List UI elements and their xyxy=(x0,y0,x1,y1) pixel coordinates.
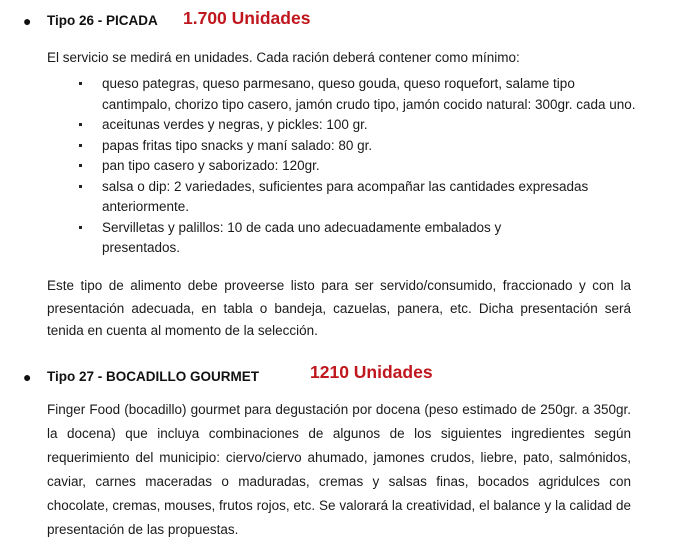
item-26-title: Tipo 26 - PICADA xyxy=(47,13,158,28)
item-27-title: Tipo 27 - BOCADILLO GOURMET xyxy=(47,369,259,384)
item-26-list xyxy=(0,74,676,259)
list-item: pan tipo casero y saborizado: 120gr. xyxy=(0,156,637,177)
item-27-header xyxy=(0,362,676,390)
list-item: papas fritas tipo snacks y maní salado: 80 gr. xyxy=(0,136,637,157)
bullet-icon: ● xyxy=(23,13,32,29)
square-bullet-icon xyxy=(79,226,82,229)
list-item: Servilletas y palillos: 10 de cada uno adecuadamente embalados y presentados. xyxy=(0,218,676,259)
item-27-quantity: 1210 Unidades xyxy=(310,362,433,382)
item-26-closing: Este tipo de alimento debe proveerse listo para ser servido/consumido, fraccionado y con la presentación adecuada, en tabla o bandeja, cazuelas, panera, etc. Dicha presentación será tenida en cuenta al momento de la selección. xyxy=(47,278,631,338)
square-bullet-icon xyxy=(79,123,82,126)
list-item: salsa o dip: 2 variedades, suficientes para acompañar las cantidades expresadas anteriormente. xyxy=(0,177,637,218)
square-bullet-icon xyxy=(79,82,82,85)
list-item: queso pategras, queso parmesano, queso gouda, queso roquefort, salame tipo cantimpalo, chorizo tipo casero, jamón crudo tipo, jamón cocido natural: 300gr. cada uno. xyxy=(0,74,637,115)
square-bullet-icon xyxy=(79,144,82,147)
item-26-intro: El servicio se medirá en unidades. Cada ración deberá contener como mínimo: xyxy=(47,50,520,65)
item-27-description: Finger Food (bocadillo) gourmet para degustación por docena (peso estimado de 250gr. a 350gr. la docena) que incluya combinaciones de algunos de los siguientes ingredientes según requerimiento del municipio: ciervo/ciervo ahumado, jamones crudos, liebre, pato, salmónidos, caviar, carnes maceradas o maduradas, cremas y salsas finas, bocados agridulces con chocolate, cremas, mouses, frutos rojos, etc. Se valorará la creatividad, el balance y la calidad de presentación de las propuestas. xyxy=(47,402,631,537)
item-26-header xyxy=(0,10,676,34)
square-bullet-icon xyxy=(79,164,82,167)
square-bullet-icon xyxy=(79,185,82,188)
bullet-icon: ● xyxy=(23,369,32,385)
list-item: aceitunas verdes y negras, y pickles: 100 gr. xyxy=(0,115,637,136)
item-26-quantity: 1.700 Unidades xyxy=(183,8,311,28)
